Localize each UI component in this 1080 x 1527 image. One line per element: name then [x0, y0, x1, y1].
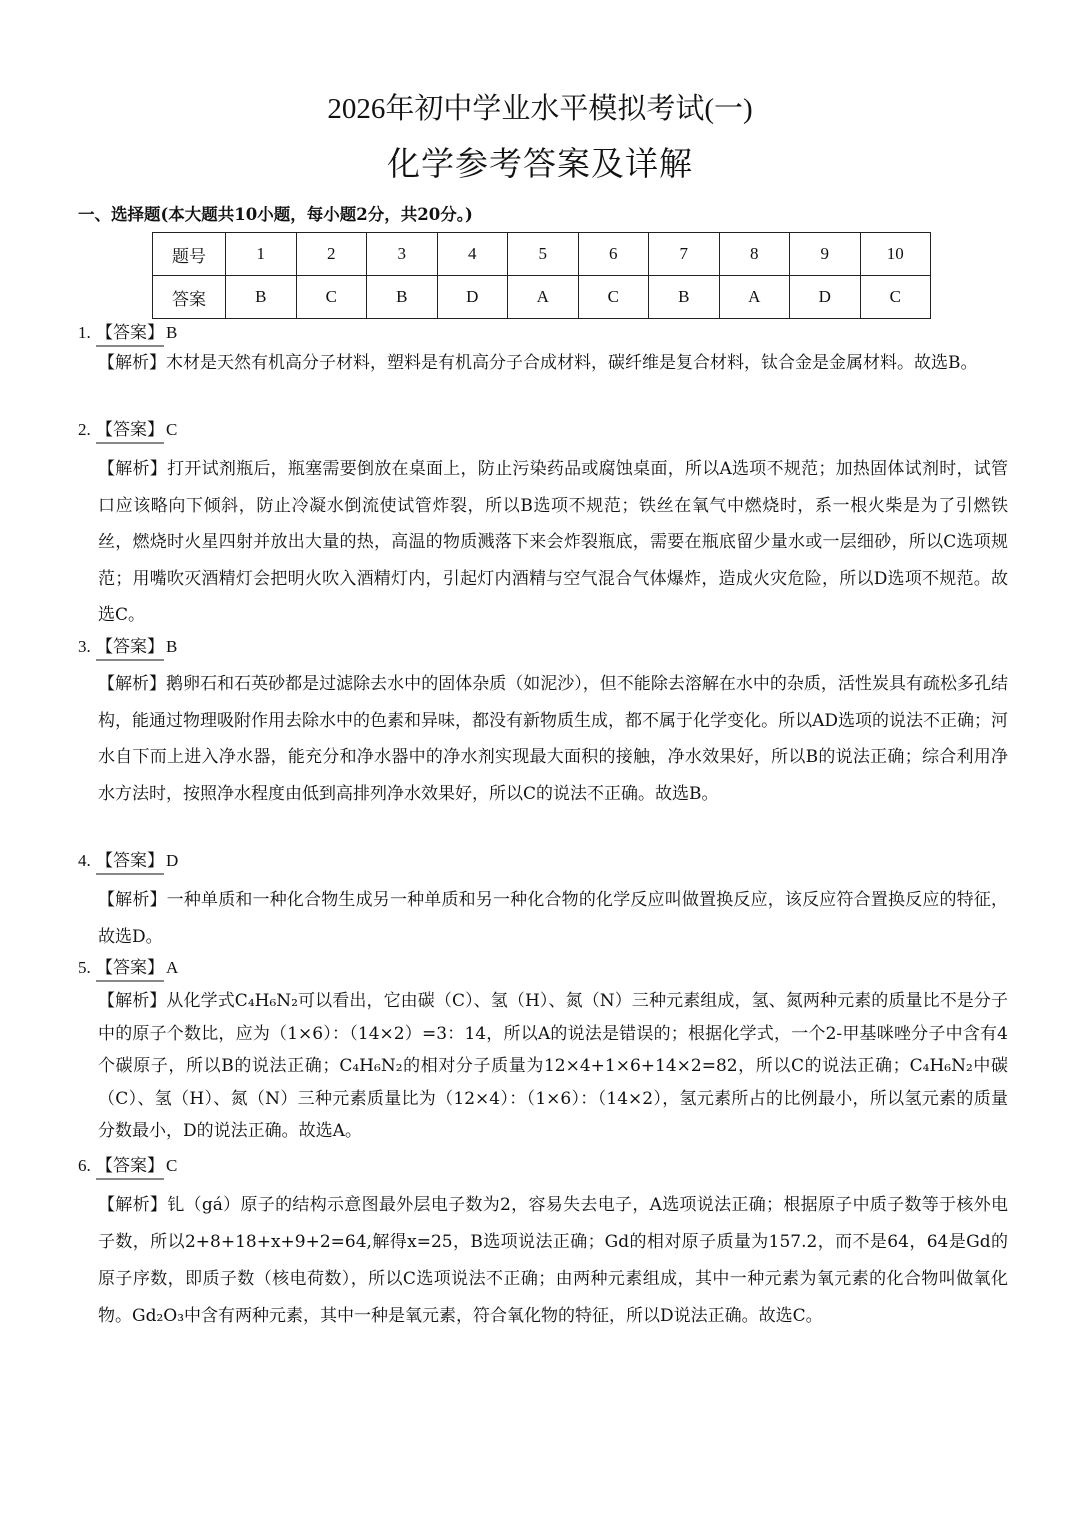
- analysis-marker: 【解析】: [98, 674, 167, 694]
- analysis-text: 从化学式C₄H₆N₂可以看出，它由碳（C）、氢（H）、氮（N）三种元素组成，氢、氮两种元素的质量比不是分子中的原子个数比，应为（1×6）：（14×2）=3：14，所以A的说法是错误的；根据化学式，一个2-甲基咪唑分子中含有4个碳原子，所以B的说法正确；C₄H₆N₂的相对分子质量为12×4+1×6+14×2=82，所以C的说法正确；C₄H₆N₂中碳（C）、氢（H）、氮（N）三种元素质量比为（12×4）：（1×6）：（14×2），氢元素所占的比例最小，所以氢元素的质量分数最小，D的说法正确。故选A。: [98, 991, 1009, 1141]
- answer-marker: [96, 953, 164, 983]
- table-row-numbers: [153, 233, 931, 276]
- table-row-label: 答案: [153, 276, 226, 319]
- question-number-cell: 3: [367, 233, 438, 276]
- analysis-paragraph: [78, 985, 1008, 1148]
- answer-line: [78, 846, 1008, 876]
- answer-letter: D: [166, 851, 179, 870]
- analysis-text: 打开试剂瓶后，瓶塞需要倒放在桌面上，防止污染药品或腐蚀桌面，所以A选项不规范；加热固体试剂时，试管口应该略向下倾斜，防止冷凝水倒流使试管炸裂，所以B选项不规范；铁丝在氧气中燃烧时，系一根火柴是为了引燃铁丝，燃烧时火星四射并放出大量的热，高温的物质溅落下来会炸裂瓶底，需要在瓶底留少量水或一层细砂，所以C选项规范；用嘴吹灭酒精灯会把明火吹入酒精灯内，引起灯内酒精与空气混合气体爆炸，造成火灾危险，所以D选项不规范。故选C。: [98, 459, 1009, 625]
- answer-line: [78, 1151, 1008, 1181]
- question-number: 3.: [78, 637, 91, 656]
- answer-table: [152, 232, 931, 319]
- question-number-cell: 6: [578, 233, 649, 276]
- answer-cell: B: [367, 276, 438, 319]
- analysis-marker: 【解析】: [98, 1195, 168, 1215]
- answer-cell: D: [437, 276, 508, 319]
- question-1: [78, 318, 1008, 379]
- answer-marker: [96, 846, 164, 876]
- analysis-text: 一种单质和一种化合物生成另一种单质和另一种化合物的化学反应叫做置换反应，该反应符合置换反应的特征，故选D。: [98, 890, 1009, 947]
- answer-line: [78, 953, 1008, 983]
- answer-cell: C: [578, 276, 649, 319]
- answer-marker: [96, 415, 164, 445]
- answer-key-title: 化学参考答案及详解: [387, 144, 693, 183]
- question-number: 6.: [78, 1156, 91, 1175]
- question-number: 2.: [78, 420, 91, 439]
- analysis-text: 钆（gá）原子的结构示意图最外层电子数为2，容易失去电子，A选项说法正确；根据原子中质子数等于核外电子数，所以2+8+18+x+9+2=64,解得x=25，B选项说法正确；Gd的相对原子质量为157.2，而不是64，64是Gd的原子序数，即质子数（核电荷数），所以C选项说法不正确；由两种元素组成，其中一种元素为氧元素的化合物叫做氧化物。Gd₂O₃中含有两种元素，其中一种是氧元素，符合氧化物的特征，所以D说法正确。故选C。: [98, 1195, 1009, 1326]
- exam-title: 2026年初中学业水平模拟考试(一): [327, 93, 753, 125]
- table-row-answers: [153, 276, 931, 319]
- question-number: 5.: [78, 958, 91, 977]
- question-number-cell: 2: [296, 233, 367, 276]
- analysis-marker: 【解析】: [98, 890, 167, 910]
- answer-line: [78, 318, 1008, 348]
- answer-cell: B: [649, 276, 720, 319]
- answer-marker-text: 【答案】: [96, 1156, 164, 1176]
- question-number-cell: 8: [719, 233, 790, 276]
- answer-marker: [96, 318, 164, 348]
- question-2: [78, 415, 1008, 634]
- answer-line: [78, 415, 1008, 445]
- answer-cell: A: [508, 276, 579, 319]
- answer-letter: C: [166, 420, 178, 439]
- answer-line: [78, 632, 1008, 662]
- answer-cell: B: [226, 276, 297, 319]
- answer-cell: C: [296, 276, 367, 319]
- analysis-paragraph: [78, 1187, 1008, 1335]
- answer-letter: C: [166, 1156, 178, 1175]
- marker-underline: [96, 1178, 164, 1181]
- answer-cell: A: [719, 276, 790, 319]
- analysis-paragraph: [78, 348, 1008, 379]
- answer-marker-text: 【答案】: [96, 420, 164, 440]
- analysis-text: 鹅卵石和石英砂都是过滤除去水中的固体杂质（如泥沙），但不能除去溶解在水中的杂质，活性炭具有疏松多孔结构，能通过物理吸附作用去除水中的色素和异味，都没有新物质生成，都不属于化学变化。所以AD选项的说法不正确；河水自下而上进入净水器，能充分和净水器中的净水剂实现最大面积的接触，净水效果好，所以B的说法正确；综合利用净水方法时，按照净水程度由低到高排列净水效果好，所以C的说法不正确。故选B。: [98, 674, 1009, 804]
- marker-underline: [96, 345, 164, 348]
- answer-letter: A: [166, 958, 179, 977]
- table-row-label: 题号: [153, 233, 226, 276]
- question-4: [78, 846, 1008, 956]
- analysis-paragraph: [78, 451, 1008, 634]
- answer-marker: [96, 1151, 164, 1181]
- marker-underline: [96, 659, 164, 662]
- answer-cell: D: [790, 276, 861, 319]
- answer-letter: B: [166, 637, 178, 656]
- answer-marker-text: 【答案】: [96, 851, 164, 871]
- question-number-cell: 1: [226, 233, 297, 276]
- answer-letter: B: [166, 323, 178, 342]
- question-number-cell: 7: [649, 233, 720, 276]
- question-number-cell: 5: [508, 233, 579, 276]
- answer-marker-text: 【答案】: [96, 637, 164, 657]
- marker-underline: [96, 442, 164, 445]
- answer-marker: [96, 632, 164, 662]
- analysis-text: 木材是天然有机高分子材料，塑料是有机高分子合成材料，碳纤维是复合材料，钛合金是金属材料。故选B。: [166, 353, 978, 373]
- analysis-marker: 【解析】: [98, 459, 168, 479]
- question-number-cell: 9: [790, 233, 861, 276]
- answer-marker-text: 【答案】: [96, 323, 164, 343]
- question-number-cell: 4: [437, 233, 508, 276]
- question-number-cell: 10: [860, 233, 931, 276]
- question-3: [78, 632, 1008, 812]
- question-number: 4.: [78, 851, 91, 870]
- question-5: [78, 953, 1008, 1148]
- answer-marker-text: 【答案】: [96, 958, 164, 978]
- marker-underline: [96, 873, 164, 876]
- analysis-paragraph: [78, 666, 1008, 812]
- answer-cell: C: [860, 276, 931, 319]
- section-heading: 一、选择题(本大题共10小题，每小题2分，共20分。): [78, 205, 473, 224]
- question-6: [78, 1151, 1008, 1335]
- analysis-marker: 【解析】: [98, 353, 166, 373]
- question-number: 1.: [78, 323, 91, 342]
- analysis-paragraph: [78, 882, 1008, 956]
- marker-underline: [96, 980, 164, 983]
- analysis-marker: 【解析】: [98, 991, 167, 1011]
